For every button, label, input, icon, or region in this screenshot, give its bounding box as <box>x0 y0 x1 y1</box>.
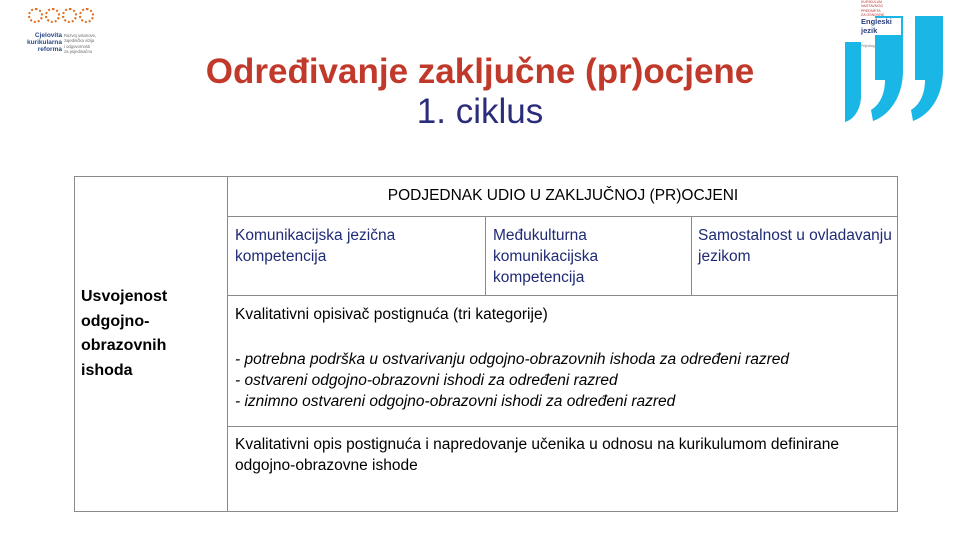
table-divider <box>485 216 486 296</box>
table-divider <box>227 216 897 217</box>
list-item: - ostvareni odgojno-obrazovni ishodi za određeni razred <box>235 372 618 389</box>
table-divider <box>227 295 897 296</box>
table-divider <box>227 177 228 511</box>
logo-wordmark: Cjelovita kurikularna reforma <box>26 32 62 53</box>
curricular-reform-logo <box>14 6 114 62</box>
descriptor-label: Kvalitativni opisivač postignuća (tri kategorije) <box>235 306 548 323</box>
category-list <box>235 349 895 412</box>
logo-small-text: Prijedlog <box>861 44 875 48</box>
logo-tiny-text: KURIKULUM NASTAVNOG PREDMETA ZA OSNOVNE <box>861 0 885 17</box>
list-item: - potrebna podrška u ostvarivanju odgojno-obrazovnih ishoda za određeni razred <box>235 351 790 368</box>
logo-description: Razvoj ustanove, zajednička vizija i odgovornosti za pojedinačnu <box>64 33 97 55</box>
competency-column: Komunikacijska jezična kompetencija <box>235 227 396 265</box>
competency-column: Samostalnost u ovladavanju jezikom <box>698 227 892 265</box>
competency-column: Međukulturna komunikacijska kompetencija <box>493 227 599 286</box>
row-label: Usvojenost odgojno-obrazovnih ishoda <box>81 288 168 379</box>
slide-title <box>110 52 850 132</box>
logo-language-label: Engleski jezik <box>861 18 901 35</box>
title-line-1: Određivanje zaključne (pr)ocjene <box>205 52 755 91</box>
title-line-2: 1. ciklus <box>416 92 544 131</box>
bottom-description: Kvalitativni opis postignuća i napredovanje učenika u odnosu na kurikulumom definirane odgojno-obrazovne ishode <box>235 436 840 474</box>
list-item: - iznimno ostvareni odgojno-obrazovni ishodi za određeni razred <box>235 393 676 410</box>
english-language-logo <box>845 0 960 122</box>
logo-circles-icon <box>28 8 94 23</box>
table-divider <box>227 426 897 427</box>
table-header: PODJEDNAK UDIO U ZAKLJUČNOJ (PR)OCJENI <box>387 187 739 204</box>
assessment-table <box>74 176 898 512</box>
